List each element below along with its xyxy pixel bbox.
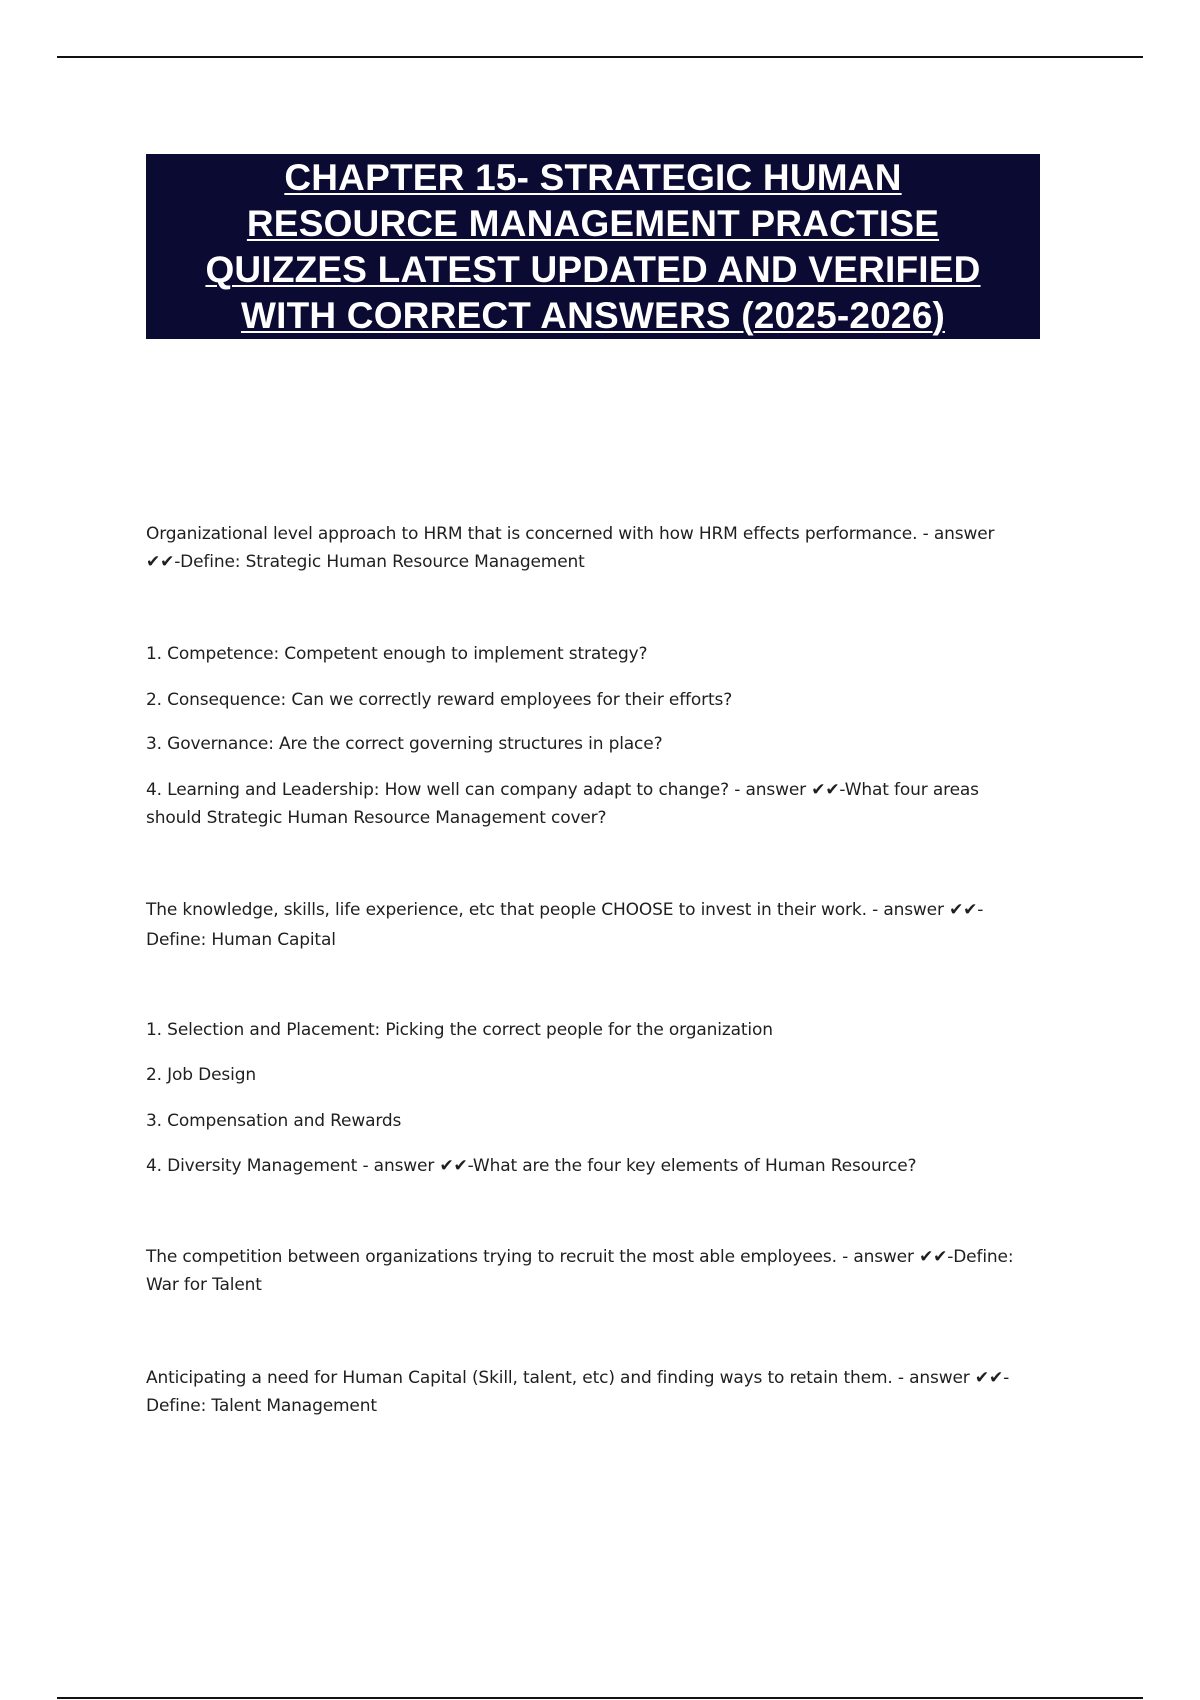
qa-text-line: The knowledge, skills, life experience, etc that people CHOOSE to invest in their work. - answer ✔✔- [146, 900, 984, 920]
list-item: 4. Diversity Management - answer ✔✔-What are the four key elements of Human Resource? [146, 1156, 917, 1176]
qa-text-line: should Strategic Human Resource Management cover? [146, 808, 607, 828]
qa-text-line: War for Talent [146, 1275, 262, 1295]
title-line: QUIZZES LATEST UPDATED AND VERIFIED [205, 248, 981, 290]
title-line: RESOURCE MANAGEMENT PRACTISE [246, 202, 940, 244]
qa-text-line: Define: Talent Management [146, 1396, 377, 1416]
list-item: 3. Compensation and Rewards [146, 1111, 402, 1131]
qa-text-line: ✔✔-Define: Strategic Human Resource Management [146, 552, 585, 572]
qa-text-line: The competition between organizations trying to recruit the most able employees. - answer ✔✔-Define: [146, 1247, 1014, 1267]
title-line: WITH CORRECT ANSWERS (2025-2026) [240, 294, 946, 336]
list-item: 3. Governance: Are the correct governing structures in place? [146, 734, 663, 754]
list-item: 2. Job Design [146, 1065, 256, 1085]
qa-text-line: Organizational level approach to HRM that is concerned with how HRM effects performance. - answer [146, 524, 995, 544]
list-item: 1. Competence: Competent enough to implement strategy? [146, 644, 648, 664]
top-rule [57, 56, 1143, 58]
list-item: 1. Selection and Placement: Picking the correct people for the organization [146, 1020, 773, 1040]
document-title-banner [146, 154, 1040, 339]
title-line: CHAPTER 15- STRATEGIC HUMAN [284, 156, 902, 198]
list-item: 4. Learning and Leadership: How well can company adapt to change? - answer ✔✔-What four areas [146, 780, 979, 800]
list-item: 2. Consequence: Can we correctly reward employees for their efforts? [146, 690, 733, 710]
qa-text-line: Anticipating a need for Human Capital (Skill, talent, etc) and finding ways to retain them. - answer ✔✔- [146, 1368, 1010, 1388]
bottom-rule [57, 1697, 1143, 1699]
qa-text-line: Define: Human Capital [146, 930, 336, 950]
